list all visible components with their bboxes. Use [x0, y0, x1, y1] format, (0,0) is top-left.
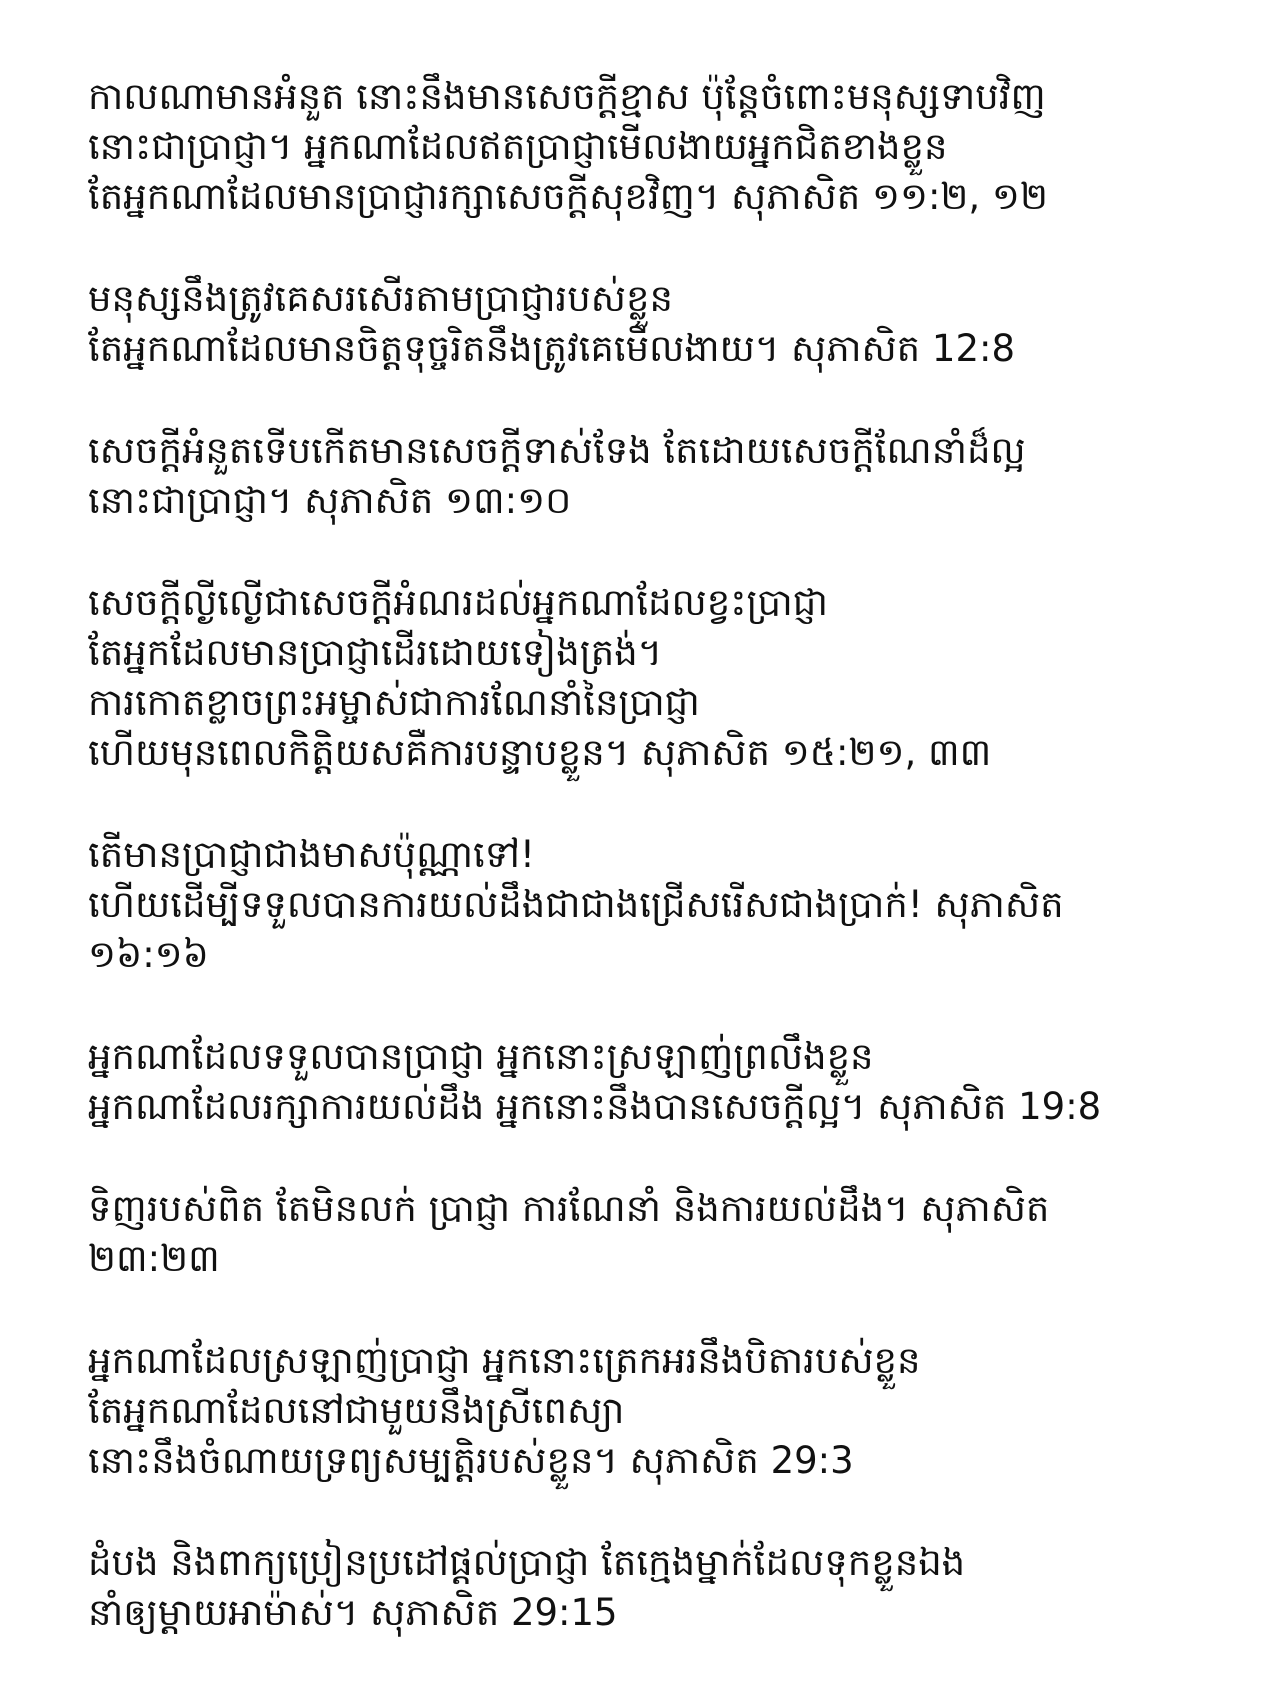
verse-block-6	[88, 1032, 1218, 1132]
verse-line: តែអ្នកដែលមានប្រាជ្ញាដើរដោយទៀងត្រង់។	[88, 631, 663, 674]
verse-line: អ្នកណាដែលរក្សាការយល់ដឹង អ្នកនោះនឹងបានសេចក្តីល្អ។ សុភាសិត 19:8	[88, 1085, 1102, 1128]
verse-line: ការកោតខ្លាចព្រះអម្ចាស់ជាការណែនាំនៃប្រាជ្ញា	[88, 681, 700, 724]
verse-block-4	[88, 578, 1218, 778]
verse-line: ២៣:២៣	[88, 1237, 220, 1280]
verse-block-8	[88, 1336, 1218, 1486]
verse-line: ហើយដើម្បីទទួលបានការយល់ដឹងជាជាងជ្រើសរើសជាងប្រាក់! សុភាសិត	[88, 883, 1064, 926]
proverbs-document	[88, 72, 1218, 1690]
verse-block-5	[88, 830, 1218, 980]
verse-line: តែអ្នកណាដែលមានចិត្តទុច្ចរិតនឹងត្រូវគេមើលងាយ។ សុភាសិត 12:8	[88, 327, 1016, 370]
verse-line: នោះជាប្រាជ្ញា។ អ្នកណាដែលឥតប្រាជ្ញាមើលងាយអ្នកជិតខាងខ្លួន	[88, 125, 948, 168]
verse-block-2	[88, 274, 1218, 374]
verse-block-7	[88, 1184, 1218, 1284]
verse-block-3	[88, 426, 1218, 526]
verse-line: នាំឲ្យម្តាយអាម៉ាស់។ សុភាសិត 29:15	[88, 1591, 618, 1634]
verse-line: តែអ្នកណាដែលនៅជាមួយនឹងស្រីពេស្យា	[88, 1389, 625, 1432]
verse-line: ហើយមុនពេលកិត្តិយសគឺការបន្ទាបខ្លួន។ សុភាសិត ១៥:២១, ៣៣	[88, 731, 992, 774]
verse-line: មនុស្សនឹងត្រូវគេសរសើរតាមប្រាជ្ញារបស់ខ្លួន	[88, 277, 673, 320]
verse-line: អ្នកណាដែលទទួលបានប្រាជ្ញា អ្នកនោះស្រឡាញ់ព្រលឹងខ្លួន	[88, 1035, 874, 1078]
verse-line: ១៦:១៦	[88, 933, 209, 976]
verse-line: ទិញរបស់ពិត តែមិនលក់ ប្រាជ្ញា ការណែនាំ និងការយល់ដឹង។ សុភាសិត	[88, 1187, 1050, 1230]
verse-block-9	[88, 1538, 1218, 1638]
verse-line: អ្នកណាដែលស្រឡាញ់ប្រាជ្ញា អ្នកនោះត្រេកអរនឹងបិតារបស់ខ្លួន	[88, 1339, 921, 1382]
verse-line: ដំបង និងពាក្យប្រៀនប្រដៅផ្តល់ប្រាជ្ញា តែក្មេងម្នាក់ដែលទុកខ្លួនឯង	[88, 1541, 966, 1584]
verse-line: សេចក្តីអំនួតទើបកើតមានសេចក្តីទាស់ទែង តែដោយសេចក្តីណែនាំដ៏ល្អ	[88, 429, 1026, 472]
verse-line: តែអ្នកណាដែលមានប្រាជ្ញារក្សាសេចក្តីសុខវិញ។ សុភាសិត ១១:២, ១២	[88, 175, 1048, 218]
verse-line: កាលណាមានអំនួត នោះនឹងមានសេចក្តីខ្មាស ប៉ុន្តែចំពោះមនុស្សទាបវិញ	[88, 75, 1046, 118]
verse-line: តើមានប្រាជ្ញាជាងមាសប៉ុណ្ណាទៅ!	[88, 833, 535, 876]
verse-block-1	[88, 72, 1218, 222]
verse-line: នោះជាប្រាជ្ញា។ សុភាសិត ១៣:១០	[88, 479, 572, 522]
verse-line: នោះនឹងចំណាយទ្រព្យសម្បត្តិរបស់ខ្លួន។ សុភាសិត 29:3	[88, 1439, 854, 1482]
verse-line: សេចក្តីល្ងីល្ងើជាសេចក្តីអំណរដល់អ្នកណាដែលខ្វះប្រាជ្ញា	[88, 581, 828, 624]
